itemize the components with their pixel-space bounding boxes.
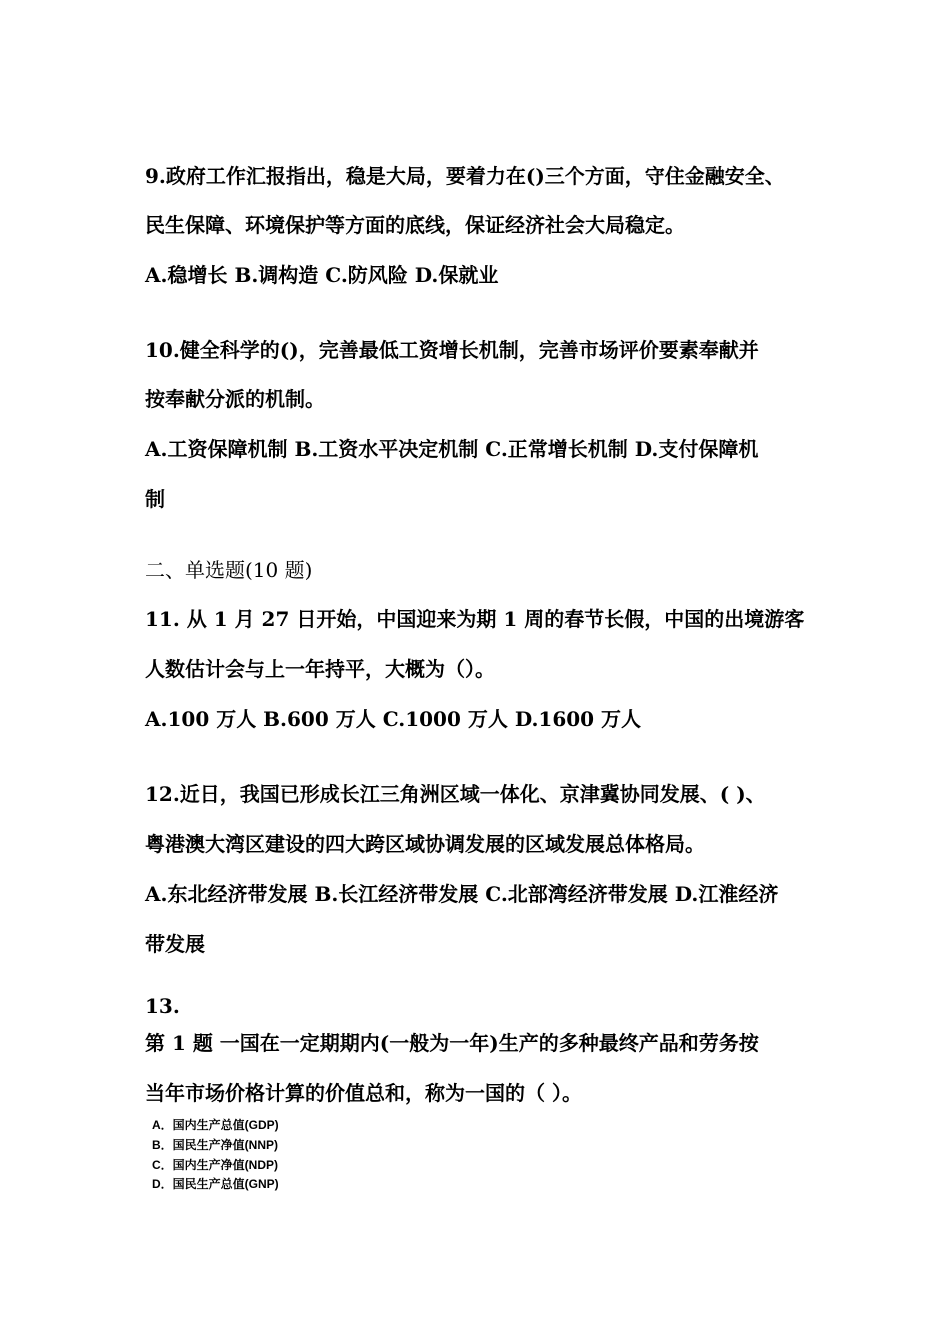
section-heading: 二、单选题(10 题)	[145, 558, 313, 582]
q12-stem-line-1: 12.近日，我国已形成长江三角洲区域一体化、京津冀协同发展、( )、	[145, 782, 766, 806]
q12-options-line-1: A.东北经济带发展 B.长江经济带发展 C.北部湾经济带发展 D.江淮经济	[145, 882, 779, 906]
q13-stem-line-1: 第 1 题 一国在一定期期内(一般为一年)生产的多种最终产品和劳务按	[145, 1031, 759, 1055]
q12-stem-line-2: 粤港澳大湾区建设的四大跨区域协调发展的区域发展总体格局。	[145, 832, 705, 856]
q10-stem-line-1: 10.健全科学的()，完善最低工资增长机制，完善市场评价要素奉献并	[145, 338, 759, 362]
q13-option-a: A．国内生产总值(GDP)	[152, 1118, 279, 1132]
q13-option-d: D．国民生产总值(GNP)	[152, 1177, 279, 1191]
q12-options-line-2: 带发展	[145, 932, 205, 956]
q10-options-line-1: A.工资保障机制 B.工资水平决定机制 C.正常增长机制 D.支付保障机	[145, 437, 759, 461]
q9-stem-line-2: 民生保障、环境保护等方面的底线，保证经济社会大局稳定。	[145, 213, 685, 237]
q13-number: 13.	[145, 994, 180, 1018]
q13-option-b: B．国民生产净值(NNP)	[152, 1138, 278, 1152]
q13-option-c: C．国内生产净值(NDP)	[152, 1158, 278, 1172]
q11-stem-line-1: 11. 从 1 月 27 日开始，中国迎来为期 1 周的春节长假，中国的出境游客	[145, 607, 805, 631]
q11-options: A.100 万人 B.600 万人 C.1000 万人 D.1600 万人	[145, 707, 642, 731]
q9-options: A.稳增长 B.调构造 C.防风险 D.保就业	[145, 263, 499, 287]
q13-stem-line-2: 当年市场价格计算的价值总和，称为一国的（ ）。	[145, 1081, 582, 1105]
q11-stem-line-2: 人数估计会与上一年持平，大概为（）。	[145, 657, 495, 681]
q10-options-line-2: 制	[145, 487, 165, 511]
q9-stem-line-1: 9.政府工作汇报指出，稳是大局，要着力在()三个方面，守住金融安全、	[145, 164, 785, 188]
q10-stem-line-2: 按奉献分派的机制。	[145, 387, 325, 411]
